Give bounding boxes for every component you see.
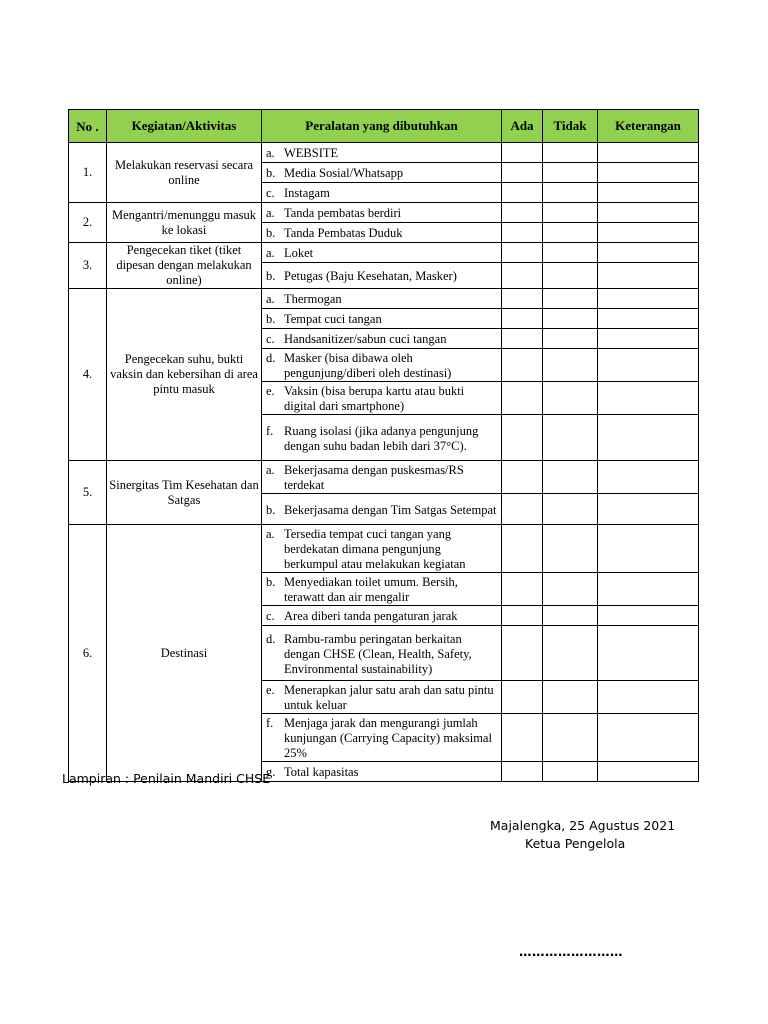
keterangan-cell[interactable] — [598, 203, 699, 223]
keterangan-cell[interactable] — [598, 223, 699, 243]
keterangan-cell[interactable] — [598, 289, 699, 309]
table-row — [69, 203, 699, 223]
equipment-letter: a. — [266, 463, 275, 477]
equipment-cell — [262, 143, 502, 163]
keterangan-cell[interactable] — [598, 461, 699, 494]
tidak-cell[interactable] — [543, 289, 598, 309]
ada-cell[interactable] — [502, 461, 543, 494]
row-number: 4. — [69, 289, 107, 461]
tidak-cell[interactable] — [543, 183, 598, 203]
equipment-text: Loket — [284, 246, 314, 261]
tidak-cell[interactable] — [543, 714, 598, 762]
keterangan-cell[interactable] — [598, 762, 699, 782]
keterangan-cell[interactable] — [598, 143, 699, 163]
keterangan-cell[interactable] — [598, 525, 699, 573]
row-number: 5. — [69, 461, 107, 525]
equipment-letter: b. — [266, 502, 276, 517]
keterangan-cell[interactable] — [598, 382, 699, 415]
equipment-cell — [262, 681, 502, 714]
header-no: No . — [69, 110, 107, 143]
tidak-cell[interactable] — [543, 263, 598, 289]
equipment-text: Total kapasitas — [284, 765, 359, 779]
ada-cell[interactable] — [502, 494, 543, 525]
equipment-text: Instagam — [284, 186, 330, 200]
lampiran-note: Lampiran : Penilain Mandiri CHSE — [62, 771, 271, 786]
equipment-text: Menjaga jarak dan mengurangi jumlah kunjungan (Carrying Capacity) maksimal 25% — [284, 716, 492, 760]
equipment-text: Tanda Pembatas Duduk — [284, 226, 403, 240]
equipment-cell — [262, 762, 502, 782]
equipment-cell — [262, 289, 502, 309]
equipment-text: Petugas (Baju Kesehatan, Masker) — [284, 269, 457, 284]
equipment-letter: b. — [266, 166, 276, 180]
ada-cell[interactable] — [502, 415, 543, 461]
ada-cell[interactable] — [502, 329, 543, 349]
keterangan-cell[interactable] — [598, 329, 699, 349]
equipment-cell — [262, 606, 502, 626]
ada-cell[interactable] — [502, 349, 543, 382]
equipment-cell — [262, 349, 502, 382]
row-number: 1. — [69, 143, 107, 203]
tidak-cell[interactable] — [543, 415, 598, 461]
equipment-letter: e. — [266, 683, 275, 697]
equipment-cell — [262, 415, 502, 461]
ada-cell[interactable] — [502, 382, 543, 415]
keterangan-cell[interactable] — [598, 626, 699, 681]
equipment-letter: f. — [266, 423, 274, 438]
equipment-cell — [262, 183, 502, 203]
header-ada: Ada — [502, 110, 543, 143]
chse-checklist-table — [68, 109, 699, 782]
equipment-letter: a. — [266, 146, 275, 160]
keterangan-cell[interactable] — [598, 714, 699, 762]
ada-cell[interactable] — [502, 681, 543, 714]
equipment-cell — [262, 382, 502, 415]
keterangan-cell[interactable] — [598, 163, 699, 183]
equipment-letter: c. — [266, 332, 275, 346]
equipment-letter: e. — [266, 384, 275, 398]
ada-cell[interactable] — [502, 183, 543, 203]
equipment-cell — [262, 243, 502, 263]
tidak-cell[interactable] — [543, 626, 598, 681]
ada-cell[interactable] — [502, 289, 543, 309]
table-row — [69, 243, 699, 263]
keterangan-cell[interactable] — [598, 681, 699, 714]
equipment-text: WEBSITE — [284, 146, 339, 160]
ada-cell[interactable] — [502, 606, 543, 626]
equipment-letter: a. — [266, 206, 275, 220]
equipment-letter: a. — [266, 246, 275, 261]
equipment-text: Tanda pembatas berdiri — [284, 206, 402, 220]
table-row — [69, 143, 699, 163]
keterangan-cell[interactable] — [598, 183, 699, 203]
activity-cell: Pengecekan tiket (tiket dipesan dengan melakukan online) — [107, 243, 262, 289]
table-row — [69, 289, 699, 309]
keterangan-cell[interactable] — [598, 263, 699, 289]
header-activity: Kegiatan/Aktivitas — [107, 110, 262, 143]
ada-cell[interactable] — [502, 143, 543, 163]
equipment-text: Area diberi tanda pengaturan jarak — [284, 609, 458, 623]
equipment-cell — [262, 494, 502, 525]
table-body — [69, 143, 699, 782]
ada-cell[interactable] — [502, 626, 543, 681]
equipment-cell — [262, 573, 502, 606]
tidak-cell[interactable] — [543, 163, 598, 183]
equipment-cell — [262, 626, 502, 681]
equipment-text: Tersedia tempat cuci tangan yang berdekatan dimana pengunjung berkumpul atau melakukan kegiatan — [284, 527, 466, 571]
equipment-text: Thermogan — [284, 292, 342, 306]
equipment-letter: g. — [266, 765, 276, 779]
equipment-text: Vaksin (bisa berupa kartu atau bukti digital dari smartphone) — [284, 384, 465, 413]
equipment-letter: d. — [266, 351, 276, 365]
tidak-cell[interactable] — [543, 681, 598, 714]
equipment-letter: f. — [266, 716, 274, 730]
header-keterangan: Keterangan — [598, 110, 699, 143]
equipment-cell — [262, 203, 502, 223]
activity-cell: Pengecekan suhu, bukti vaksin dan kebersihan di area pintu masuk — [107, 289, 262, 461]
keterangan-cell[interactable] — [598, 349, 699, 382]
equipment-letter: d. — [266, 631, 276, 646]
tidak-cell[interactable] — [543, 349, 598, 382]
signature-line: …………………… — [519, 944, 623, 959]
ada-cell[interactable] — [502, 573, 543, 606]
equipment-text: Handsanitizer/sabun cuci tangan — [284, 332, 447, 346]
equipment-letter: c. — [266, 186, 275, 200]
keterangan-cell[interactable] — [598, 573, 699, 606]
equipment-cell — [262, 525, 502, 573]
row-number: 3. — [69, 243, 107, 289]
row-number: 2. — [69, 203, 107, 243]
equipment-text: Menyediakan toilet umum. Bersih, terawatt dan air mengalir — [284, 575, 458, 604]
tidak-cell[interactable] — [543, 329, 598, 349]
equipment-text: Masker (bisa dibawa oleh pengunjung/diberi oleh destinasi) — [284, 351, 452, 380]
tidak-cell[interactable] — [543, 461, 598, 494]
tidak-cell[interactable] — [543, 309, 598, 329]
tidak-cell[interactable] — [543, 494, 598, 525]
equipment-text: Rambu-rambu peringatan berkaitan dengan CHSE (Clean, Health, Safety, Environmental sustainability) — [284, 631, 472, 676]
activity-cell: Sinergitas Tim Kesehatan dan Satgas — [107, 461, 262, 525]
ada-cell[interactable] — [502, 223, 543, 243]
equipment-cell — [262, 163, 502, 183]
equipment-letter: b. — [266, 312, 276, 326]
keterangan-cell[interactable] — [598, 606, 699, 626]
equipment-cell — [262, 329, 502, 349]
tidak-cell[interactable] — [543, 525, 598, 573]
activity-cell: Mengantri/menunggu masuk ke lokasi — [107, 203, 262, 243]
tidak-cell[interactable] — [543, 382, 598, 415]
tidak-cell[interactable] — [543, 606, 598, 626]
ada-cell[interactable] — [502, 525, 543, 573]
equipment-cell — [262, 309, 502, 329]
equipment-text: Media Sosial/Whatsapp — [284, 166, 404, 180]
equipment-text: Bekerjasama dengan Tim Satgas Setempat — [284, 502, 497, 517]
equipment-letter: c. — [266, 609, 275, 623]
ada-cell[interactable] — [502, 203, 543, 223]
tidak-cell[interactable] — [543, 243, 598, 263]
equipment-text: Ruang isolasi (jika adanya pengunjung dengan suhu badan lebih dari 37°C). — [284, 423, 479, 453]
ada-cell[interactable] — [502, 263, 543, 289]
keterangan-cell[interactable] — [598, 243, 699, 263]
equipment-text: Bekerjasama dengan puskesmas/RS terdekat — [284, 463, 464, 492]
signature-role: Ketua Pengelola — [525, 836, 626, 851]
tidak-cell[interactable] — [543, 573, 598, 606]
equipment-cell — [262, 223, 502, 243]
ada-cell[interactable] — [502, 163, 543, 183]
table-row — [69, 461, 699, 494]
equipment-cell — [262, 263, 502, 289]
equipment-text: Tempat cuci tangan — [284, 312, 382, 326]
equipment-letter: b. — [266, 575, 276, 589]
header-tidak: Tidak — [543, 110, 598, 143]
ada-cell[interactable] — [502, 762, 543, 782]
tidak-cell[interactable] — [543, 223, 598, 243]
table-row — [69, 525, 699, 573]
tidak-cell[interactable] — [543, 203, 598, 223]
equipment-letter: a. — [266, 527, 275, 541]
tidak-cell[interactable] — [543, 143, 598, 163]
ada-cell[interactable] — [502, 714, 543, 762]
row-number: 6. — [69, 525, 107, 782]
equipment-letter: a. — [266, 292, 275, 306]
activity-cell: Destinasi — [107, 525, 262, 782]
activity-cell: Melakukan reservasi secara online — [107, 143, 262, 203]
equipment-text: Menerapkan jalur satu arah dan satu pintu untuk keluar — [284, 683, 494, 712]
keterangan-cell[interactable] — [598, 494, 699, 525]
equipment-letter: b. — [266, 226, 276, 240]
equipment-cell — [262, 461, 502, 494]
keterangan-cell[interactable] — [598, 309, 699, 329]
table-header-row — [69, 110, 699, 143]
header-equipment: Peralatan yang dibutuhkan — [262, 110, 502, 143]
ada-cell[interactable] — [502, 243, 543, 263]
tidak-cell[interactable] — [543, 762, 598, 782]
signature-place-date: Majalengka, 25 Agustus 2021 — [490, 818, 676, 833]
equipment-cell — [262, 714, 502, 762]
ada-cell[interactable] — [502, 309, 543, 329]
keterangan-cell[interactable] — [598, 415, 699, 461]
equipment-letter: b. — [266, 269, 276, 284]
